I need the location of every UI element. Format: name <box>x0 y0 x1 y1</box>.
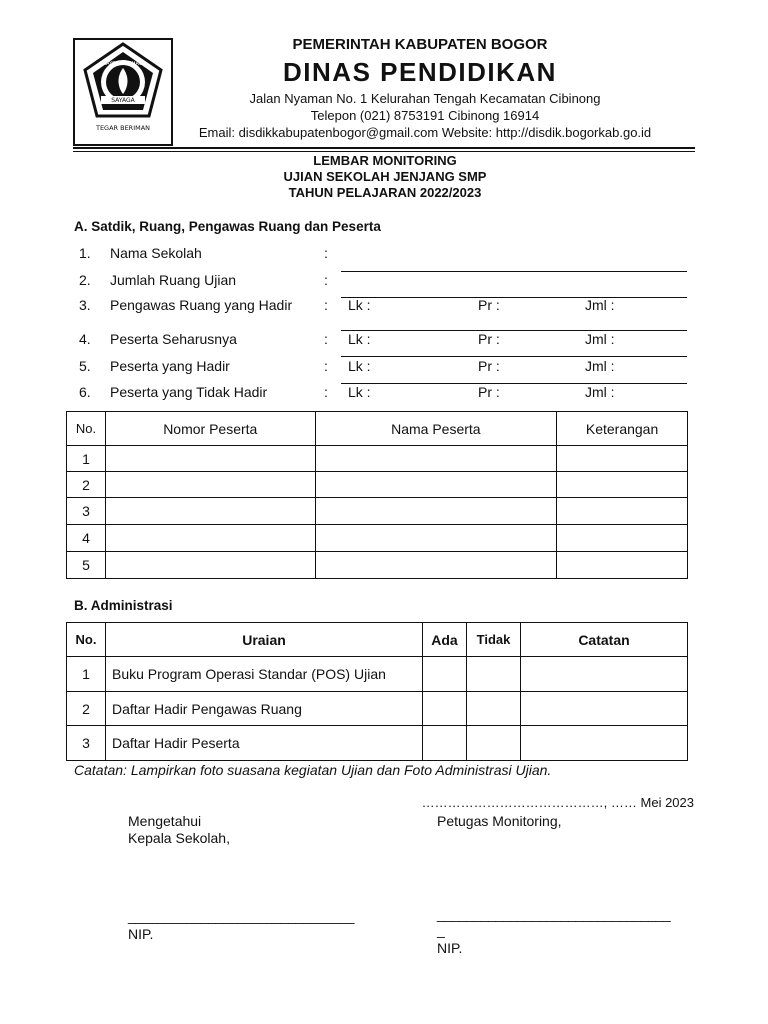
document-title <box>200 153 570 201</box>
row-label: Peserta Seharusnya <box>110 331 237 347</box>
title-line: TAHUN PELAJARAN 2022/2023 <box>288 185 482 200</box>
phone-line: Telepon (021) 8753191 Cibinong 16914 <box>310 108 540 123</box>
row-number-cell: 5 <box>67 552 106 579</box>
lk-label: Lk : <box>348 384 371 400</box>
logo-ring-text: PRAYOGA TOHAGA <box>99 61 147 67</box>
jml-label: Jml : <box>585 297 615 313</box>
nomor-peserta-cell[interactable] <box>105 498 315 525</box>
nama-peserta-cell[interactable] <box>315 446 557 472</box>
colon: : <box>324 272 328 288</box>
row-number-cell: 1 <box>67 657 106 692</box>
col-header-keterangan: Keterangan <box>557 412 688 446</box>
row-number-cell: 1 <box>67 446 106 472</box>
colon: : <box>324 245 328 261</box>
answer-line[interactable] <box>341 356 687 357</box>
lk-label: Lk : <box>348 297 371 313</box>
government-name: PEMERINTAH KABUPATEN BOGOR <box>292 36 548 53</box>
header-rule-thin <box>73 151 695 152</box>
row-label: Peserta yang Hadir <box>110 358 230 374</box>
nomor-peserta-cell[interactable] <box>105 525 315 552</box>
left-signature-line[interactable]: _______________________________ <box>128 908 354 924</box>
title-line: UJIAN SEKOLAH JENJANG SMP <box>283 169 487 184</box>
principal-label: Kepala Sekolah, <box>128 830 230 846</box>
pr-label: Pr : <box>478 358 500 374</box>
answer-line[interactable] <box>341 330 687 331</box>
ada-checkbox-cell[interactable] <box>423 692 467 726</box>
section-a-heading: A. Satdik, Ruang, Pengawas Ruang dan Peserta <box>74 219 381 234</box>
nama-peserta-cell[interactable] <box>315 552 557 579</box>
date-line[interactable]: ……………………………………, …… Mei 2023 <box>421 795 694 810</box>
row-number-cell: 2 <box>67 472 106 498</box>
header-rule <box>73 147 695 149</box>
department-name: DINAS PENDIDIKAN <box>283 57 557 87</box>
keterangan-cell[interactable] <box>557 498 688 525</box>
logo-motto: TEGAR BERIMAN <box>95 124 151 132</box>
tidak-checkbox-cell[interactable] <box>467 726 521 761</box>
ada-checkbox-cell[interactable] <box>423 657 467 692</box>
row-label: Peserta yang Tidak Hadir <box>110 384 268 400</box>
row-label: Jumlah Ruang Ujian <box>110 272 237 288</box>
nomor-peserta-cell[interactable] <box>105 446 315 472</box>
nama-peserta-cell[interactable] <box>315 525 557 552</box>
answer-line[interactable] <box>341 383 687 384</box>
left-nip: NIP. <box>128 926 154 942</box>
row-number-cell: 2 <box>67 692 106 726</box>
nomor-peserta-cell[interactable] <box>105 552 315 579</box>
row-number-cell: 3 <box>67 498 106 525</box>
row-number-cell: 4 <box>67 525 106 552</box>
col-header-nomor-peserta: Nomor Peserta <box>105 412 315 446</box>
keterangan-cell[interactable] <box>557 552 688 579</box>
catatan-cell[interactable] <box>521 657 688 692</box>
nama-peserta-cell[interactable] <box>315 472 557 498</box>
row-number: 1. <box>79 245 91 261</box>
col-header-nama-peserta: Nama Peserta <box>315 412 557 446</box>
lk-label: Lk : <box>348 358 371 374</box>
colon: : <box>324 384 328 400</box>
tidak-checkbox-cell[interactable] <box>467 657 521 692</box>
right-signature-line-tail: _ <box>437 922 445 938</box>
row-label: Pengawas Ruang yang Hadir <box>110 297 293 313</box>
uraian-cell: Daftar Hadir Pengawas Ruang <box>106 692 423 726</box>
row-number: 4. <box>79 331 91 347</box>
tidak-checkbox-cell[interactable] <box>467 692 521 726</box>
title-line: LEMBAR MONITORING <box>313 153 457 168</box>
catatan-cell[interactable] <box>521 726 688 761</box>
colon: : <box>324 358 328 374</box>
footnote: Catatan: Lampirkan foto suasana kegiatan Ujian dan Foto Administrasi Ujian. <box>74 762 552 778</box>
colon: : <box>324 331 328 347</box>
participants-table <box>66 411 688 579</box>
uraian-cell: Daftar Hadir Peserta <box>106 726 423 761</box>
logo <box>73 38 173 146</box>
col-header-catatan: Catatan <box>521 623 688 657</box>
right-nip: NIP. <box>437 940 463 956</box>
answer-line[interactable] <box>341 271 687 272</box>
section-b-heading: B. Administrasi <box>74 598 173 613</box>
keterangan-cell[interactable] <box>557 525 688 552</box>
address-block <box>180 90 670 141</box>
uraian-cell: Buku Program Operasi Standar (POS) Ujian <box>106 657 423 692</box>
col-header-no: No. <box>67 623 106 657</box>
pr-label: Pr : <box>478 297 500 313</box>
acknowledge-label: Mengetahui <box>128 813 202 829</box>
address-line: Jalan Nyaman No. 1 Kelurahan Tengah Kecamatan Cibinong <box>249 91 601 106</box>
row-number: 3. <box>79 297 91 313</box>
pr-label: Pr : <box>478 331 500 347</box>
logo-band-text: SAYAGA <box>111 97 135 104</box>
answer-line[interactable] <box>341 297 687 298</box>
ada-checkbox-cell[interactable] <box>423 726 467 761</box>
pr-label: Pr : <box>478 384 500 400</box>
row-number-cell: 3 <box>67 726 106 761</box>
col-header-ada: Ada <box>423 623 467 657</box>
col-header-no: No. <box>67 412 106 446</box>
jml-label: Jml : <box>585 358 615 374</box>
row-label: Nama Sekolah <box>110 245 202 261</box>
nomor-peserta-cell[interactable] <box>105 472 315 498</box>
colon: : <box>324 297 328 313</box>
row-number: 5. <box>79 358 91 374</box>
jml-label: Jml : <box>585 331 615 347</box>
nama-peserta-cell[interactable] <box>315 498 557 525</box>
catatan-cell[interactable] <box>521 692 688 726</box>
jml-label: Jml : <box>585 384 615 400</box>
petugas-label: Petugas Monitoring, <box>437 813 562 829</box>
lk-label: Lk : <box>348 331 371 347</box>
keterangan-cell[interactable] <box>557 446 688 472</box>
left-signature-block <box>128 813 230 847</box>
row-number: 2. <box>79 272 91 288</box>
col-header-tidak: Tidak <box>467 623 521 657</box>
administration-table <box>66 622 688 761</box>
row-number: 6. <box>79 384 91 400</box>
contact-line: Email: disdikkabupatenbogor@gmail.com Website: http://disdik.bogorkab.go.id <box>198 125 652 140</box>
right-signature-line[interactable]: ________________________________ <box>437 906 671 922</box>
col-header-uraian: Uraian <box>106 623 423 657</box>
keterangan-cell[interactable] <box>557 472 688 498</box>
